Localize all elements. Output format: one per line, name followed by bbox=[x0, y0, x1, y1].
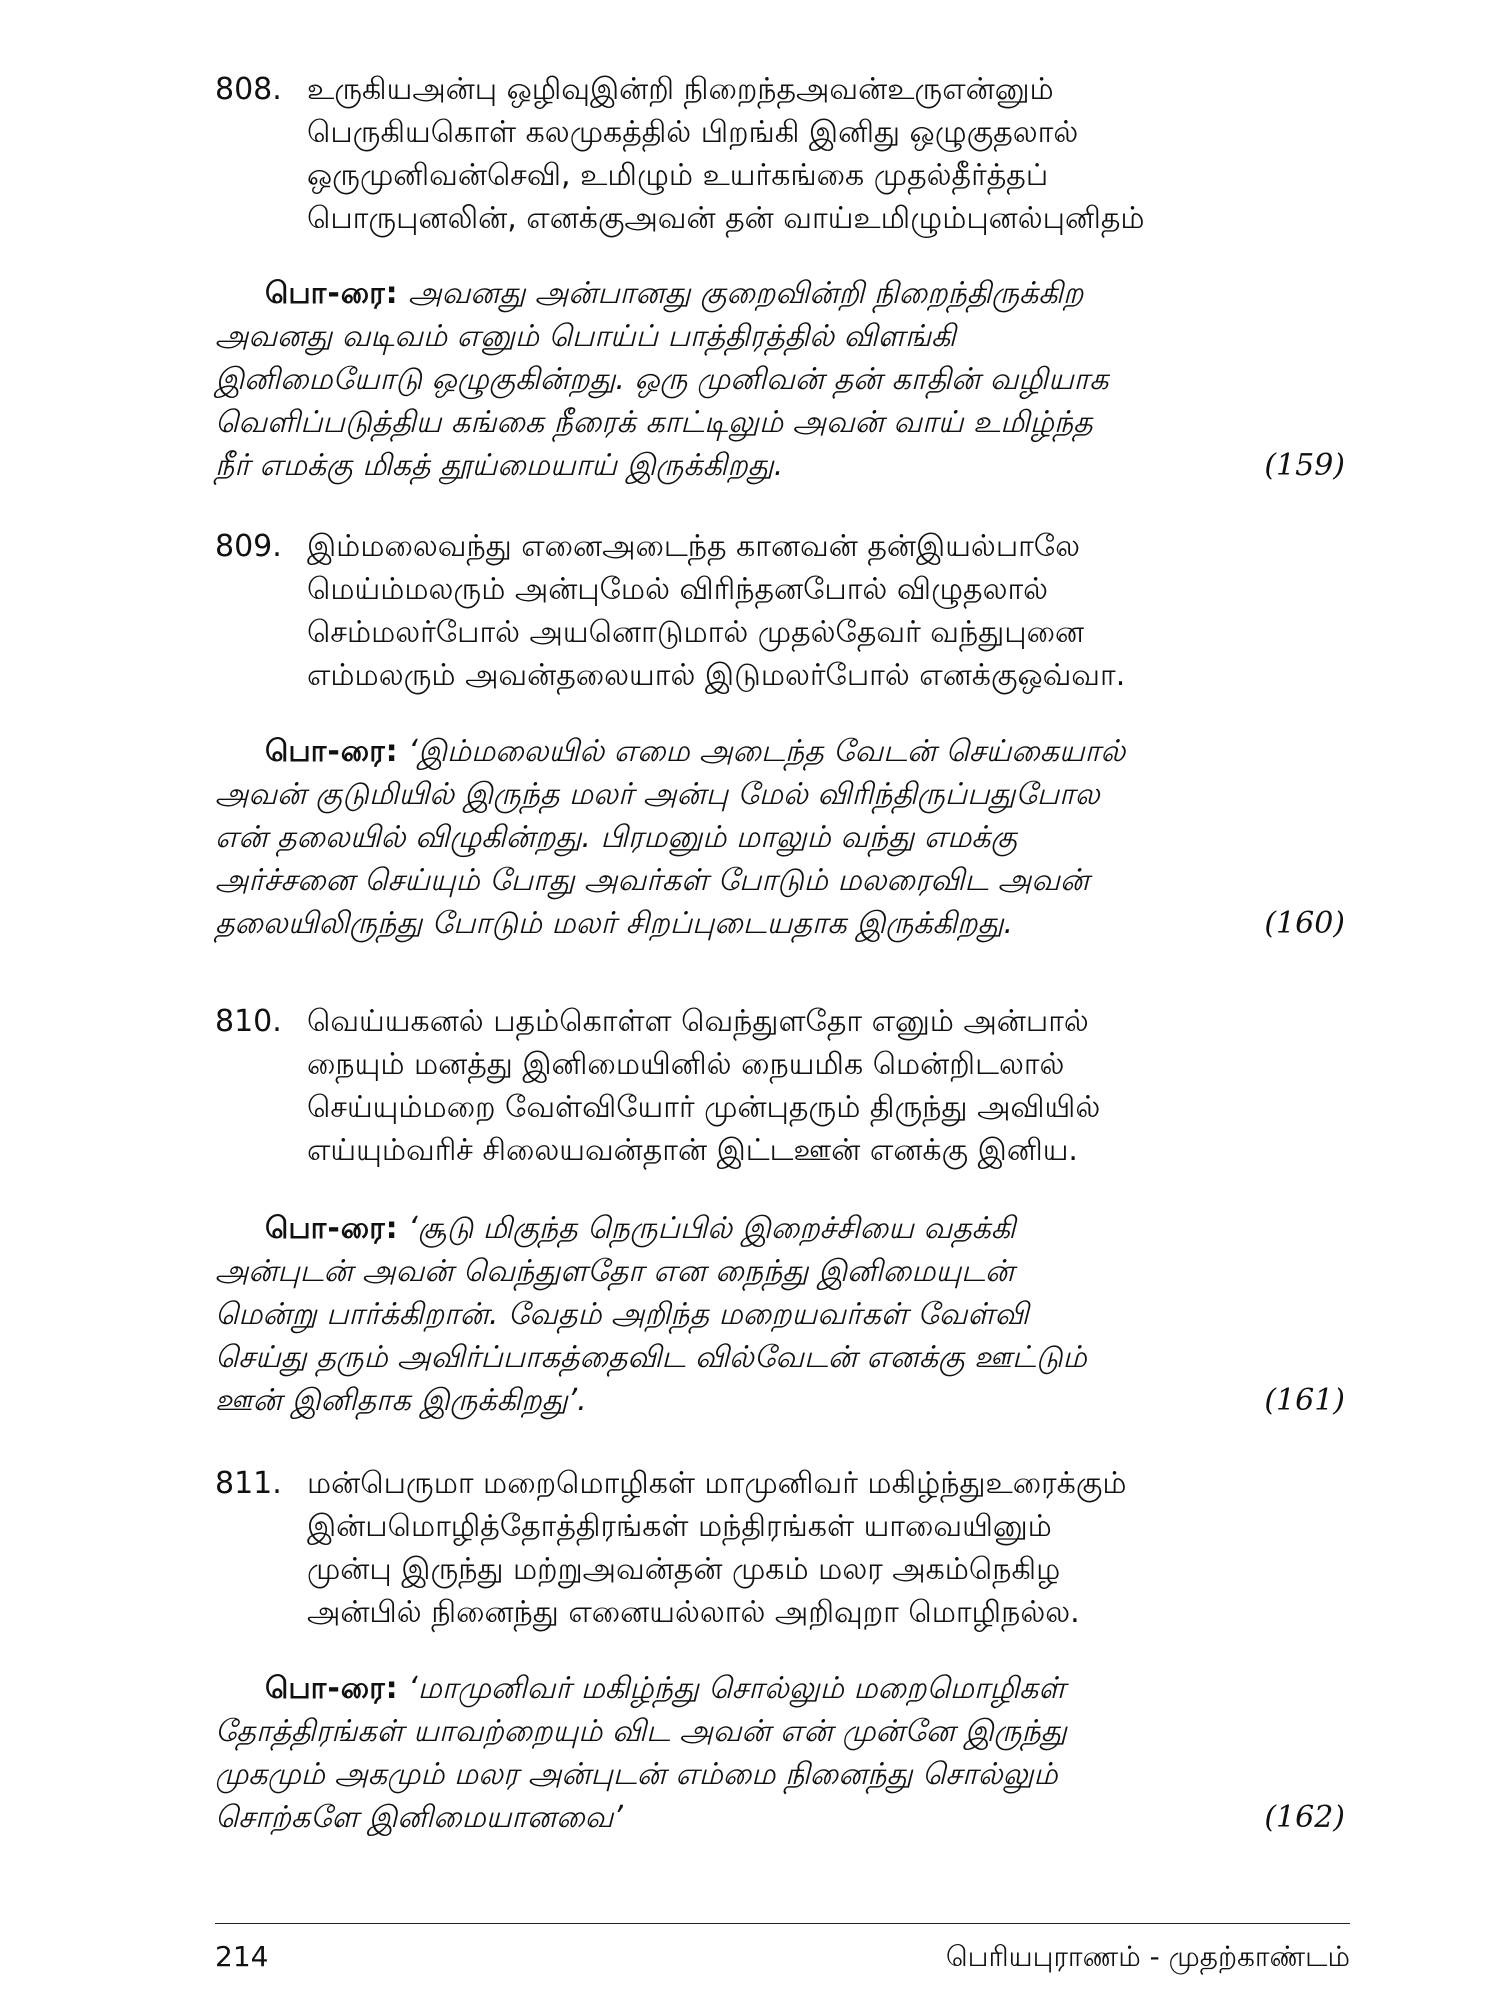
verse-line: 808. உருகியஅன்பு ஒழிவுஇன்றி நிறைந்தஅவன்உருஎன்னும் bbox=[215, 68, 1365, 111]
verse-line: எம்மலரும் அவன்தலையால் இடுமலர்போல் எனக்குஒவ்வா. bbox=[307, 658, 1126, 693]
commentary-line: நீர் எமக்கு மிகத் தூய்மையாய் இருக்கிறது. (159) bbox=[215, 444, 1345, 487]
verse-number: 808. bbox=[215, 72, 282, 107]
verse-line: செய்யும்மறை வேள்வியோர் முன்புதரும் திருந்து அவியில் bbox=[307, 1090, 1101, 1125]
verse-line: 811. மன்பெருமா மறைமொழிகள் மாமுனிவர் மகிழ்ந்துஉரைக்கும் bbox=[215, 1462, 1365, 1505]
commentary-811 bbox=[215, 1667, 1345, 1839]
commentary-line: அவன் குடுமியில் இருந்த மலர் அன்பு மேல் விரிந்திருப்பதுபோல bbox=[215, 777, 1100, 812]
page-number: 214 bbox=[215, 1940, 269, 1973]
commentary-number: (159) bbox=[1264, 448, 1345, 483]
verse-line: பொருபுனலின், எனக்குஅவன் தன் வாய்உமிழும்புனல்புனிதம் bbox=[307, 201, 1145, 236]
commentary-label: பொ-ரை: bbox=[265, 276, 399, 311]
commentary-809 bbox=[215, 730, 1345, 945]
verse-811 bbox=[215, 1462, 1365, 1634]
commentary-line: என் தலையில் விழுகின்றது. பிரமனும் மாலும் வந்து எமக்கு bbox=[215, 820, 1018, 855]
commentary-line: பொ-ரை: ‘இம்மலையில் எமை அடைந்த வேடன் செய்கையால் bbox=[265, 734, 1126, 769]
verse-line: 809. இம்மலைவந்து எனைஅடைந்த கானவன் தன்இயல்பாலே bbox=[215, 525, 1365, 568]
commentary-line: தலையிலிருந்து போடும் மலர் சிறப்புடையதாக இருக்கிறது. (160) bbox=[215, 902, 1345, 945]
commentary-number: (162) bbox=[1264, 1800, 1345, 1835]
commentary-line: தோத்திரங்கள் யாவற்றையும் விட அவன் என் முன்னே இருந்து bbox=[215, 1714, 1067, 1749]
verse-line: இன்பமொழித்தோத்திரங்கள் மந்திரங்கள் யாவையினும் bbox=[307, 1509, 1052, 1544]
commentary-line: பொ-ரை: ‘மாமுனிவர் மகிழ்ந்து சொல்லும் மறைமொழிகள் bbox=[265, 1671, 1066, 1706]
commentary-line: மென்று பார்க்கிறான். வேதம் அறிந்த மறையவர்கள் வேள்வி bbox=[215, 1297, 1029, 1332]
verse-line: 810. வெய்யகனல் பதம்கொள்ள வெந்துளதோ எனும் அன்பால் bbox=[215, 1000, 1365, 1043]
verse-line: செம்மலர்போல் அயனொடுமால் முதல்தேவர் வந்துபுனை bbox=[307, 615, 1085, 650]
commentary-line: வெளிப்படுத்திய கங்கை நீரைக் காட்டிலும் அவன் வாய் உமிழ்ந்த bbox=[215, 405, 1093, 440]
verse-808 bbox=[215, 68, 1365, 240]
verse-809 bbox=[215, 525, 1365, 697]
commentary-line: செய்து தரும் அவிர்ப்பாகத்தைவிட வில்வேடன் எனக்கு ஊட்டும் bbox=[215, 1340, 1087, 1375]
commentary-label: பொ-ரை: bbox=[265, 1671, 399, 1706]
commentary-number: (160) bbox=[1264, 906, 1345, 941]
commentary-line: சொற்களே இனிமையானவை’ (162) bbox=[215, 1796, 1345, 1839]
commentary-line: இனிமையோடு ஒழுகுகின்றது. ஒரு முனிவன் தன் காதின் வழியாக bbox=[215, 362, 1109, 397]
verse-line: பெருகியகொள் கலமுகத்தில் பிறங்கி இனிது ஒழுகுதலால் bbox=[307, 115, 1079, 150]
verse-line: முன்பு இருந்து மற்றுஅவன்தன் முகம் மலர அகம்நெகிழ bbox=[307, 1552, 1061, 1587]
verse-number: 811. bbox=[215, 1466, 282, 1501]
verse-line: மெய்ம்மலரும் அன்புமேல் விரிந்தனபோல் விழுதலால் bbox=[307, 572, 1049, 607]
book-title: பெரியபுராணம் - முதற்காண்டம் bbox=[945, 1940, 1350, 1973]
commentary-line: ஊன் இனிதாக இருக்கிறது’. (161) bbox=[215, 1379, 1345, 1422]
commentary-line: பொ-ரை: ‘சூடு மிகுந்த நெருப்பில் இறைச்சியை வதக்கி bbox=[265, 1211, 1016, 1246]
commentary-label: பொ-ரை: bbox=[265, 734, 399, 769]
commentary-808 bbox=[215, 272, 1345, 487]
verse-line: எய்யும்வரிச் சிலையவன்தான் இட்டஊன் எனக்கு இனிய. bbox=[307, 1133, 1078, 1168]
commentary-line: முகமும் அகமும் மலர அன்புடன் எம்மை நினைந்து சொல்லும் bbox=[215, 1757, 1058, 1792]
verse-number: 809. bbox=[215, 529, 282, 564]
verse-line: அன்பில் நினைந்து எனையல்லால் அறிவுறா மொழிநல்ல. bbox=[307, 1595, 1080, 1630]
verse-810 bbox=[215, 1000, 1365, 1172]
commentary-line: அன்புடன் அவன் வெந்துளதோ என நைந்து இனிமையுடன் bbox=[215, 1254, 1015, 1289]
verse-line: நையும் மனத்து இனிமையினில் நையமிக மென்றிடலால் bbox=[307, 1047, 1065, 1082]
commentary-810 bbox=[215, 1207, 1345, 1422]
commentary-label: பொ-ரை: bbox=[265, 1211, 399, 1246]
footer-divider bbox=[215, 1923, 1350, 1924]
verse-line: ஒருமுனிவன்செவி, உமிழும் உயர்கங்கை முதல்தீர்த்தப் bbox=[307, 158, 1049, 193]
verse-number: 810. bbox=[215, 1004, 282, 1039]
commentary-line: பொ-ரை: அவனது அன்பானது குறைவின்றி நிறைந்திருக்கிற bbox=[265, 276, 1084, 311]
commentary-line: அர்ச்சனை செய்யும் போது அவர்கள் போடும் மலரைவிட அவன் bbox=[215, 863, 1090, 898]
commentary-line: அவனது வடிவம் எனும் பொய்ப் பாத்திரத்தில் விளங்கி bbox=[215, 319, 956, 354]
commentary-number: (161) bbox=[1264, 1383, 1345, 1418]
